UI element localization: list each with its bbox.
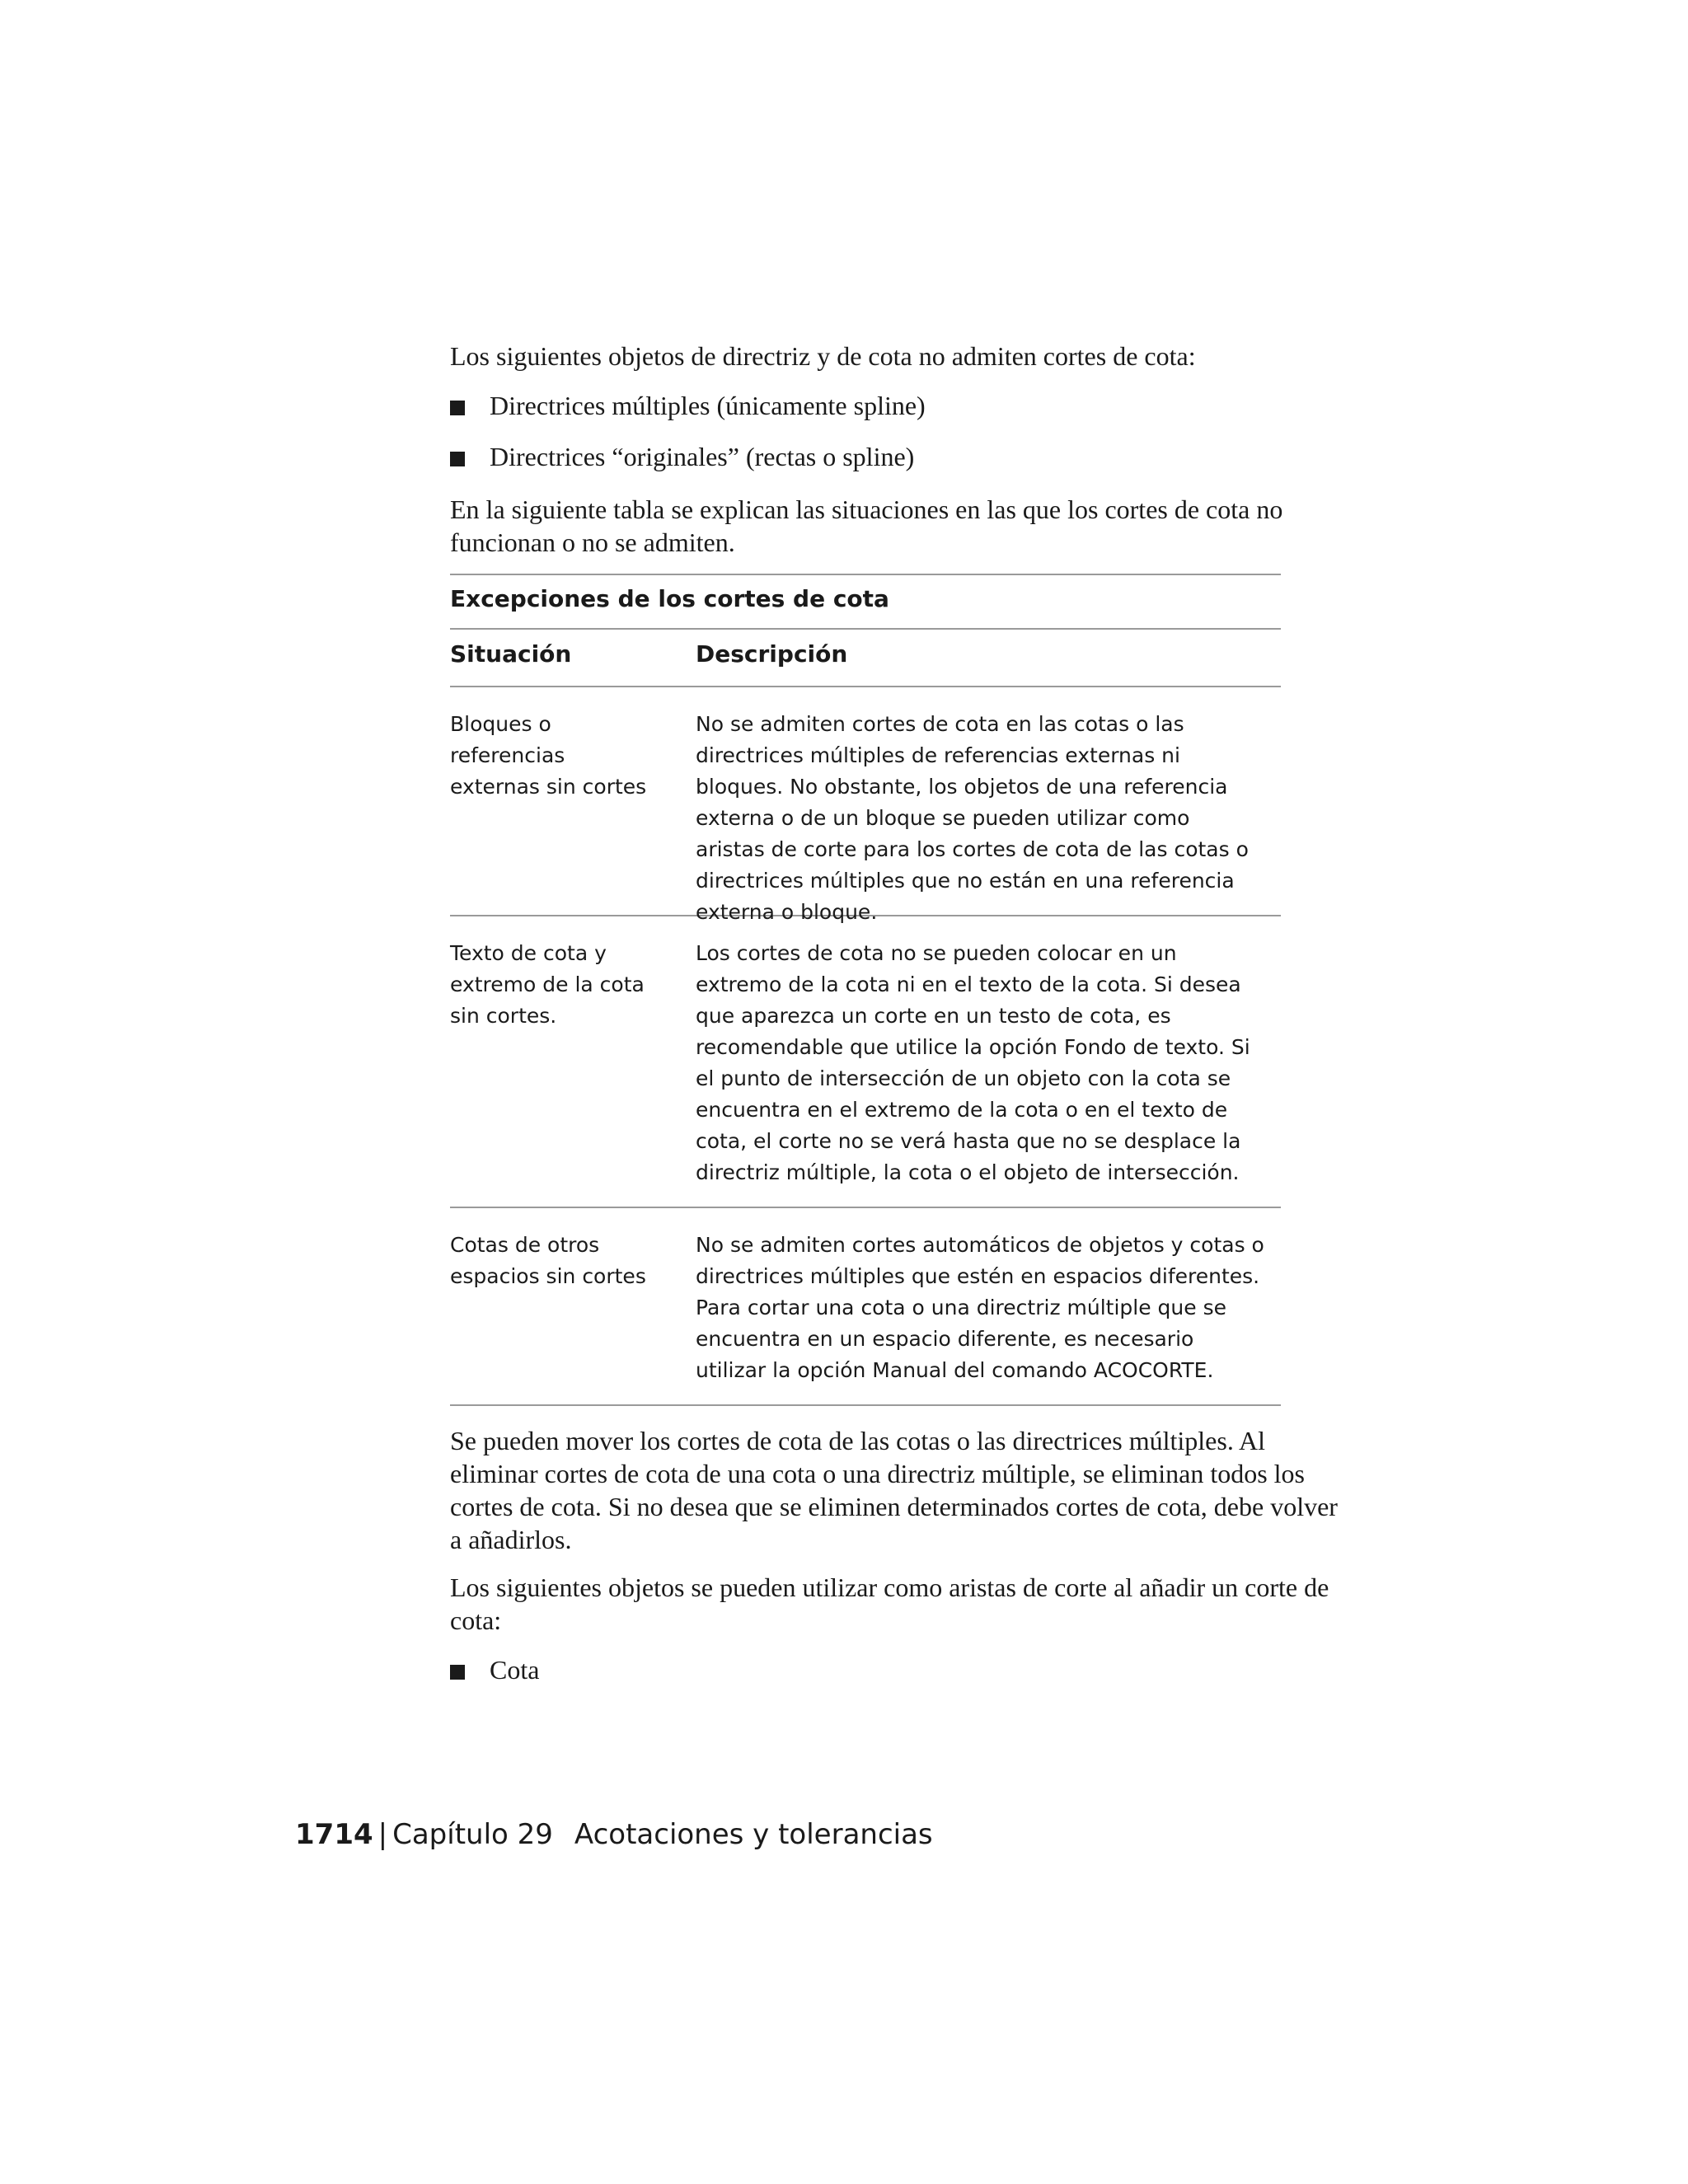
cell-situacion: Cotas de otros espacios sin cortes	[450, 1233, 646, 1288]
table-row	[450, 1208, 1281, 1406]
exceptions-table	[450, 574, 1281, 1406]
chapter-title: Acotaciones y tolerancias	[574, 1818, 933, 1851]
footer-separator: |	[377, 1818, 388, 1851]
table-row	[450, 687, 1281, 924]
list-item-text: Cota	[490, 1655, 540, 1685]
bullet-list-bottom	[450, 1653, 1324, 1686]
column-header-situacion: Situación	[450, 640, 572, 668]
square-bullet-icon	[450, 401, 465, 415]
list-item	[450, 1653, 1324, 1686]
cell-descripcion: No se admiten cortes automáticos de objetos y cotas o directrices múltiples que estén en espacios diferentes. Para cortar una cota o una directriz múltiple que se encuentra en un espacio diferente, es necesario utilizar la opción Manual del comando ACOCORTE.	[696, 1233, 1264, 1382]
cell-situacion: Texto de cota y extremo de la cota sin cortes.	[450, 941, 645, 1028]
intro-paragraph: Los siguientes objetos de directriz y de cota no admiten cortes de cota:	[450, 341, 1196, 371]
square-bullet-icon	[450, 1665, 465, 1680]
square-bullet-icon	[450, 452, 465, 466]
table-intro-paragraph: En la siguiente tabla se explican las situaciones en las que los cortes de cota no funcionan o no se admiten.	[450, 494, 1283, 557]
bullet-list-top	[450, 389, 1324, 473]
chapter-label: Capítulo 29	[392, 1818, 553, 1851]
list-item	[450, 440, 1324, 473]
page-footer	[295, 1816, 933, 1853]
column-header-descripcion: Descripción	[696, 640, 848, 668]
page-content	[450, 340, 1338, 1704]
list-item-text: Directrices múltiples (únicamente spline)	[490, 391, 926, 420]
cell-descripcion: No se admiten cortes de cota en las cotas o las directrices múltiples de referencias externas ni bloques. No obstante, los objetos de una referencia externa o de un bloque se pueden utilizar como aristas de corte para los cortes de cota de las cotas o directrices múltiples que no están en una referencia externa o bloque.	[696, 712, 1249, 924]
cell-situacion: Bloques o referencias externas sin cortes	[450, 712, 647, 799]
table-header-row	[450, 630, 1281, 687]
body-paragraph: Los siguientes objetos se pueden utilizar como aristas de corte al añadir un corte de cota:	[450, 1572, 1329, 1635]
table-title: Excepciones de los cortes de cota	[450, 575, 1281, 630]
page-number: 1714	[295, 1818, 373, 1851]
list-item	[450, 389, 1324, 422]
table-row	[450, 916, 1281, 1208]
body-paragraph: Se pueden mover los cortes de cota de las cotas o las directrices múltiples. Al eliminar cortes de cota de una cota o una directriz múltiple, se eliminan todos los cortes de cota. Si no desea que se eliminen determinados cortes de cota, debe volver a añadirlos.	[450, 1426, 1338, 1554]
cell-descripcion: Los cortes de cota no se pueden colocar en un extremo de la cota ni en el texto de la cota. Si desea que aparezca un corte en un testo de cota, es recomendable que utilice la opción Fondo de texto. Si el punto de intersección de un objeto con la cota se encuentra en el extremo de la cota o en el texto de cota, el corte no se verá hasta que no se desplace la directriz múltiple, la cota o el objeto de intersección.	[696, 941, 1250, 1184]
list-item-text: Directrices “originales” (rectas o spline)	[490, 442, 915, 471]
